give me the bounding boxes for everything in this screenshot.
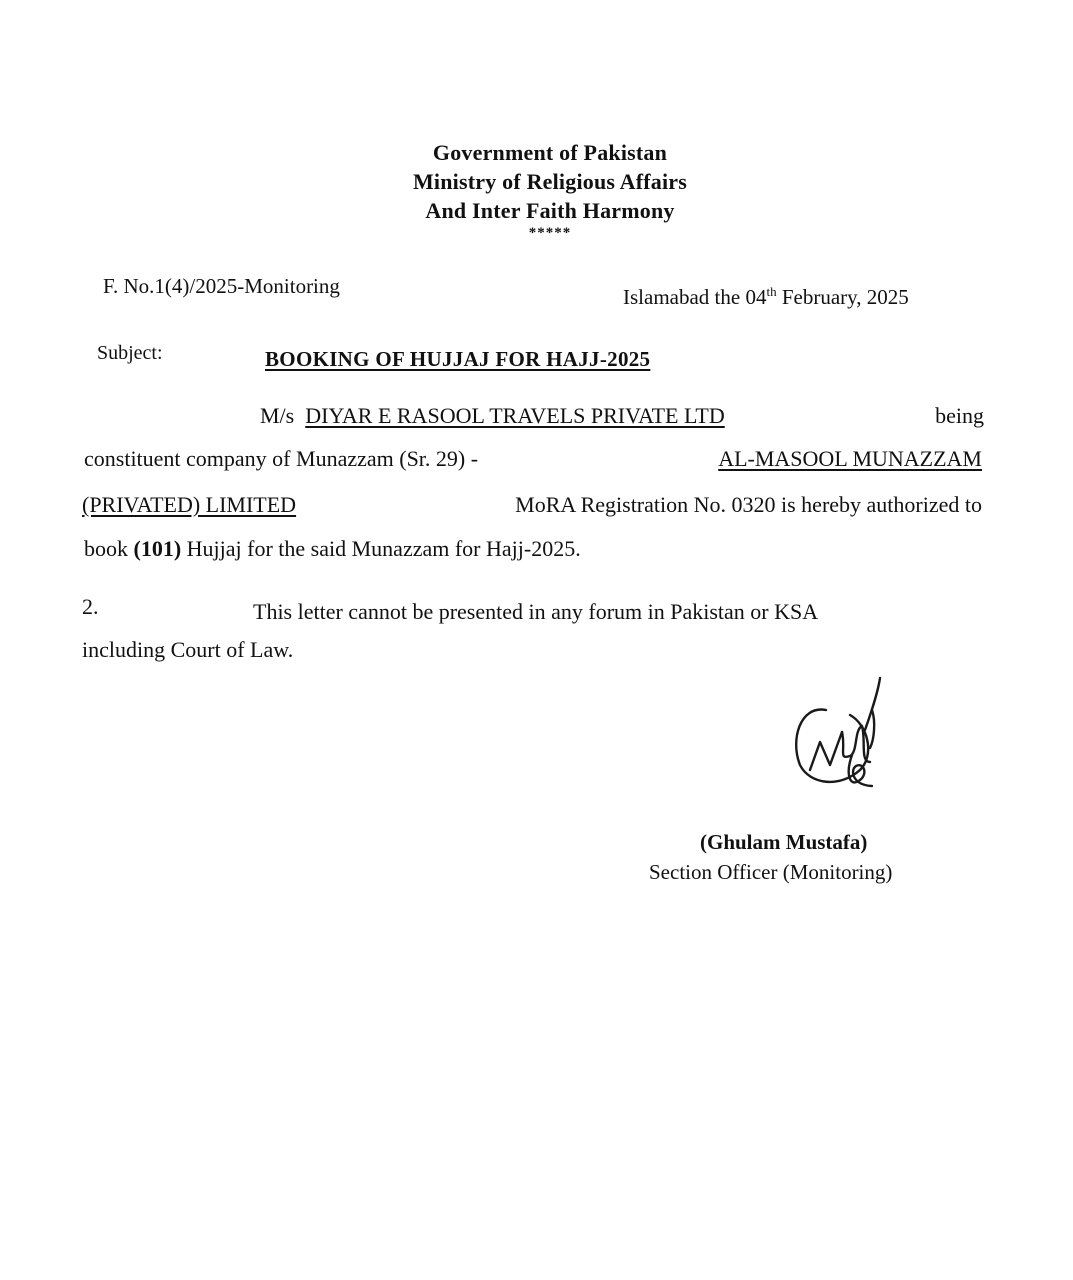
para2-number: 2. [82,594,99,619]
munazzam-name-part1: AL-MASOOL MUNAZZAM [718,446,982,471]
para1-line3: (PRIVATED) LIMITED MoRA Registration No. 0320 is hereby authorized to [82,483,982,527]
letter-date: Islamabad the 04th February, 2025 [623,284,909,309]
para2-line2: including Court of Law. [82,637,294,662]
company-name: DIYAR E RASOOL TRAVELS PRIVATE LTD [305,403,725,428]
hujjaj-count: (101) [133,536,182,561]
munazzam-name-part2: (PRIVATED) LIMITED [82,492,297,517]
para1-line4: book (101) Hujjaj for the said Munazzam for Hajj-2025. [84,536,581,561]
header-stars: ***** [528,225,572,241]
header-government: Government of Pakistan [432,140,668,165]
signatory-title: Section Officer (Monitoring) [649,860,893,884]
subject-label: Subject: [97,342,163,364]
subject-text: BOOKING OF HUJJAJ FOR HAJJ-2025 [265,347,651,371]
para2-line1: This letter cannot be presented in any forum in Pakistan or KSA [253,599,819,624]
file-number: F. No.1(4)/2025-Monitoring [103,274,340,298]
para1-line2: constituent company of Munazzam (Sr. 29) - AL-MASOOL MUNAZZAM [84,437,982,481]
signature [780,670,900,800]
signatory-name: (Ghulam Mustafa) [700,830,868,854]
header-ministry: Ministry of Religious Affairs [412,169,688,194]
header-harmony: And Inter Faith Harmony [425,198,675,223]
para1-line1: M/s DIYAR E RASOOL TRAVELS PRIVATE LTD being [260,403,984,428]
